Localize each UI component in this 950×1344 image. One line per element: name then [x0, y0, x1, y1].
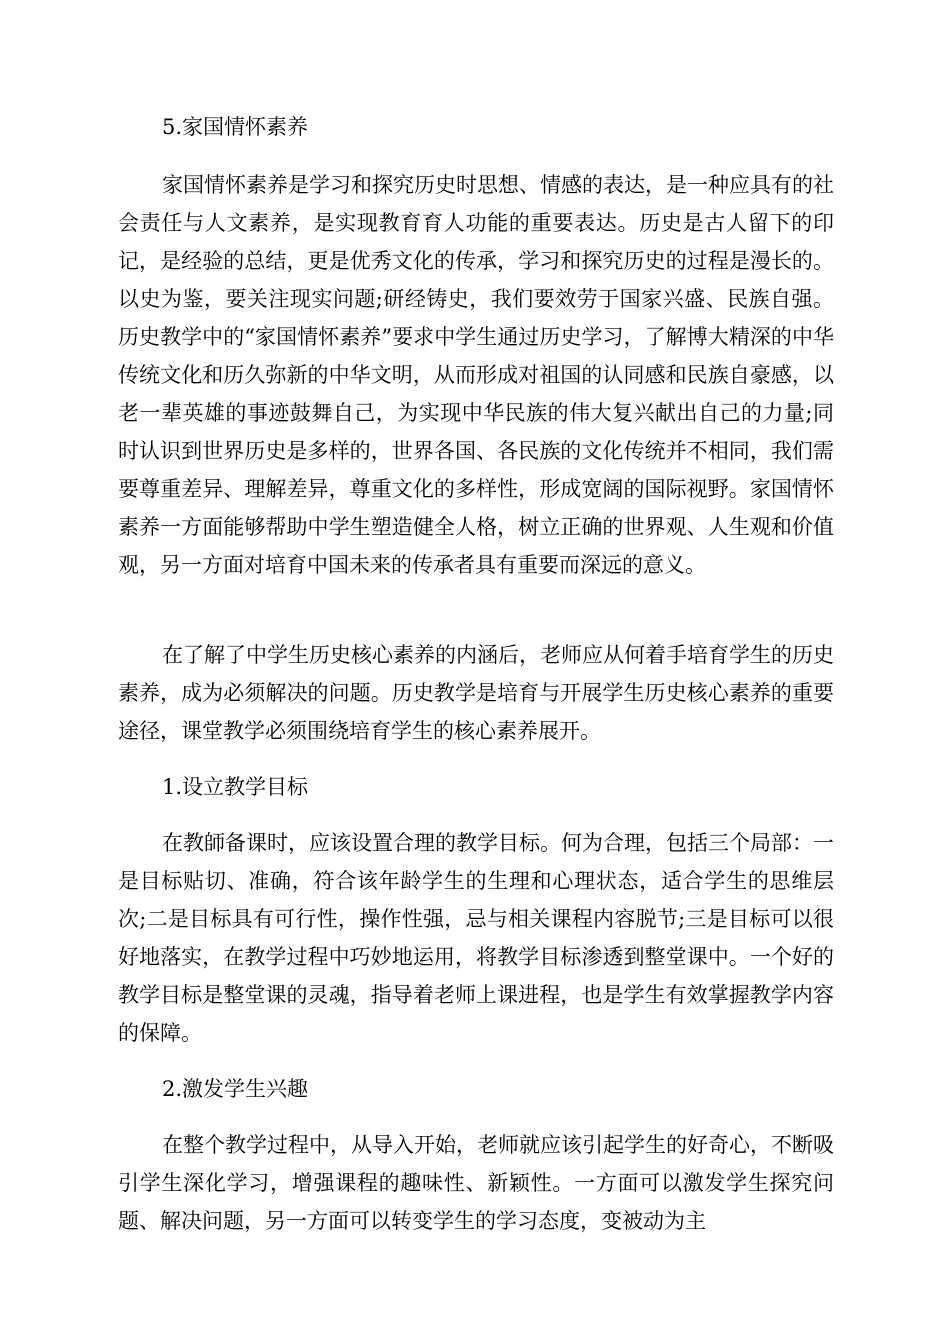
section-2-title: 2.激发学生兴趣 [162, 1077, 309, 1101]
section-5-paragraph: 家国情怀素养是学习和探究历史时思想、情感的表达，是一种应具有的社会责任与人文素养，是实现教育育人功能的重要表达。历史是古人留下的印记，是经验的总结，更是优秀文化的传承，学习和探究历史的过程是漫长的。以史为鉴，要关注现实问题;研经铸史，我们要效劳于国家兴盛、民族自强。历史教学中的“家国情怀素养”要求中学生通过历史学习，了解博大精深的中华传统文化和历久弥新的中华文明，从而形成对祖国的认同感和民族自豪感，以老一辈英雄的事迹鼓舞自己，为实现中华民族的伟大复兴献出自己的力量;同时认识到世界历史是多样的，世界各国、各民族的文化传统并不相同，我们需要尊重差异、理解差异，尊重文化的多样性，形成宽阔的国际视野。家国情怀素养一方面能够帮助中学生塑造健全人格，树立正确的世界观、人生观和价值观，另一方面对培育中国未来的传承者具有重要而深远的意义。 [118, 173, 834, 577]
section-5-title: 5.家国情怀素养 [162, 115, 309, 139]
section-1-title: 1.设立教学目标 [162, 775, 309, 799]
intro-paragraph: 在了解了中学生历史核心素养的内涵后，老师应从何着手培育学生的历史素养，成为必须解决的问题。历史教学是培育与开展学生历史核心素养的重要途径，课堂教学必须围绕培育学生的核心素养展开。 [118, 643, 834, 743]
section-1-paragraph: 在教師备课时，应该设置合理的教学目标。何为合理，包括三个局部：一是目标贴切、准确，符合该年龄学生的生理和心理状态，适合学生的思维层次;二是目标具有可行性，操作性强，忌与相关课程内容脱节;三是目标可以很好地落实，在教学过程中巧妙地运用，将教学目标渗透到整堂课中。一个好的教学目标是整堂课的灵魂，指导着老师上课进程，也是学生有效掌握教学内容的保障。 [118, 831, 834, 1045]
section-2-paragraph: 在整个教学过程中，从导入开始，老师就应该引起学生的好奇心，不断吸引学生深化学习，增强课程的趣味性、新颖性。一方面可以激发学生探究问题、解决问题，另一方面可以转变学生的学习态度，变被动为主 [118, 1133, 834, 1233]
